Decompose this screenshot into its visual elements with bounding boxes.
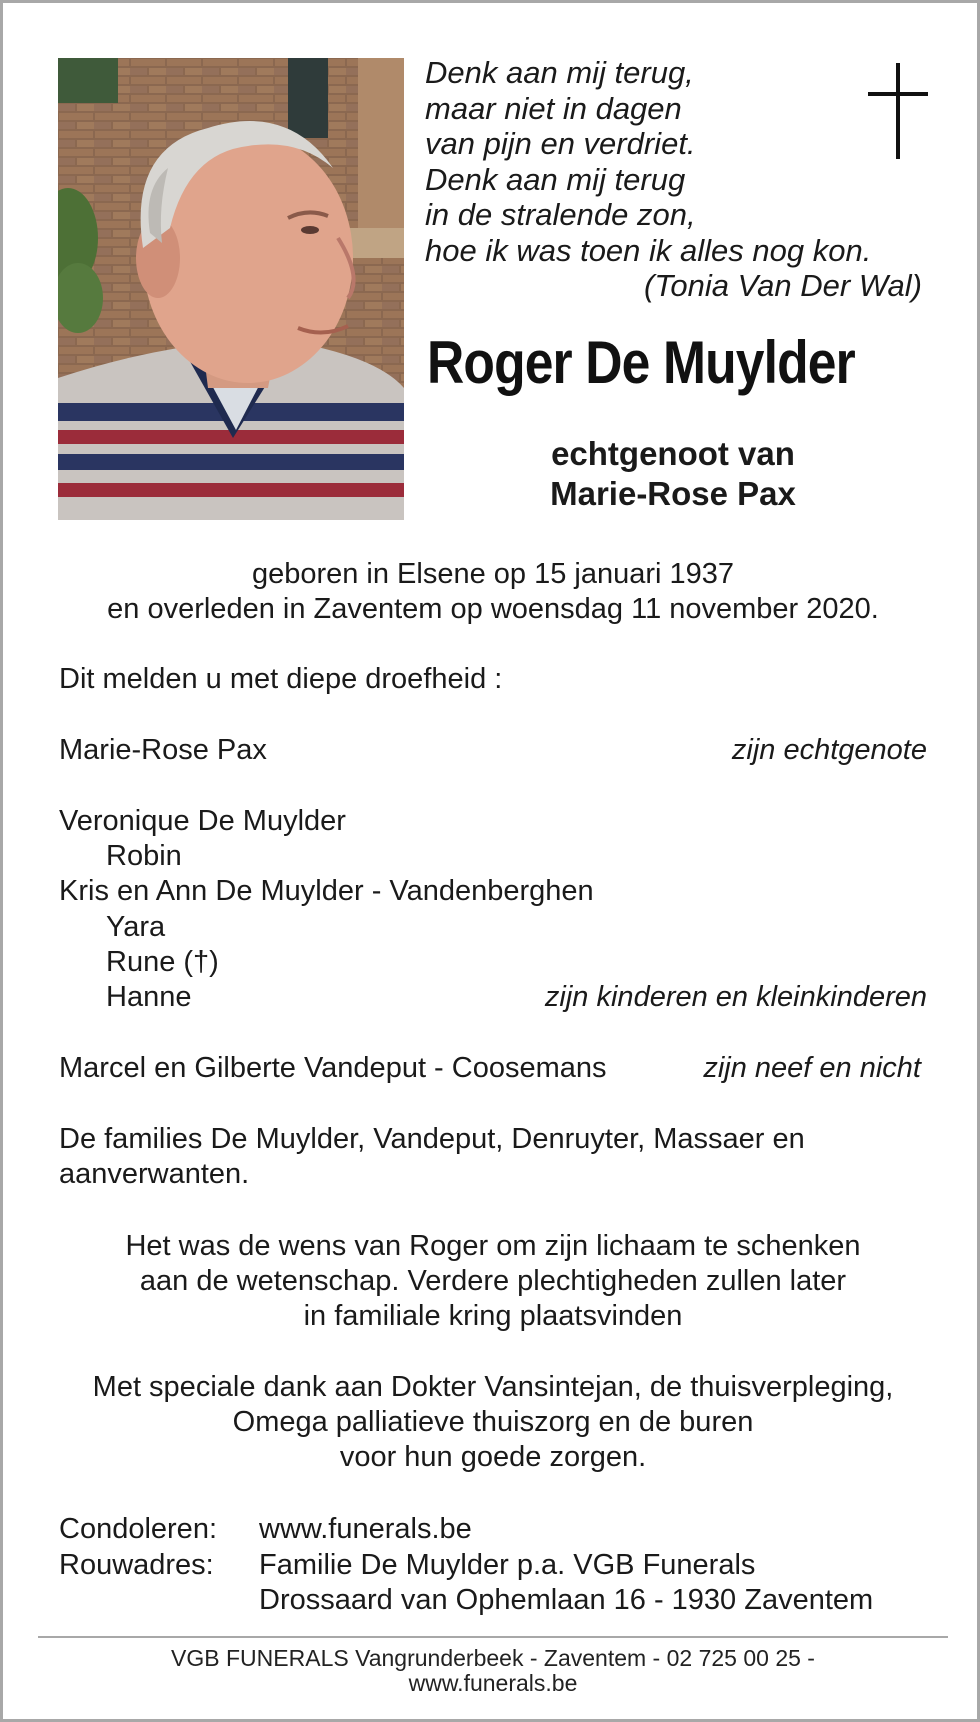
spouse-mourner-name: Marie-Rose Pax	[59, 734, 267, 766]
wish-paragraph	[43, 1229, 943, 1334]
spouse-name: Marie-Rose Pax	[550, 475, 796, 512]
thanks-paragraph	[43, 1370, 943, 1475]
footer-link[interactable]: www.funerals.be	[408, 1670, 578, 1696]
address-label: Rouwadres:	[59, 1549, 214, 1581]
thanks-line: voor hun goede zorgen.	[339, 1441, 647, 1473]
life-dates	[43, 557, 943, 627]
footer	[43, 1646, 943, 1696]
thanks-line: Omega palliatieve thuiszorg en de buren	[232, 1406, 754, 1438]
wish-line: Het was de wens van Roger om zijn lichaam te schenken	[125, 1230, 861, 1262]
footer-divider	[38, 1636, 948, 1638]
cousins-names: Marcel en Gilberte Vandeput - Coosemans	[59, 1052, 607, 1084]
deceased-name: Roger De Muylder	[427, 329, 855, 396]
grandchild-name: Rune (†)	[106, 946, 219, 978]
address-line: Familie De Muylder p.a. VGB Funerals	[259, 1549, 756, 1581]
cross-icon	[868, 63, 928, 163]
condolences-label: Condoleren:	[59, 1513, 217, 1545]
poem-line: Denk aan mij terug	[425, 161, 686, 197]
children-role: zijn kinderen en kleinkinderen	[544, 981, 927, 1013]
portrait-photo	[58, 58, 404, 520]
poem-line: Denk aan mij terug,	[425, 55, 694, 90]
wish-line: in familiale kring plaatsvinden	[303, 1300, 683, 1332]
death-line: en overleden in Zaventem op woensdag 11 november 2020.	[107, 593, 879, 625]
spouse-block	[433, 434, 913, 514]
poem-line: hoe ik was toen ik alles nog kon.	[425, 232, 872, 268]
condolences-link[interactable]: www.funerals.be	[259, 1513, 472, 1545]
grandchild-name: Yara	[106, 911, 166, 943]
relation-label: echtgenoot van	[551, 435, 795, 472]
grandchild-name: Hanne	[106, 981, 192, 1013]
spouse-mourner-role: zijn echtgenote	[731, 734, 927, 766]
families-line: De families De Muylder, Vandeput, Denruyter, Massaer en	[59, 1123, 805, 1155]
address-line: Drossaard van Ophemlaan 16 - 1930 Zaventem	[259, 1584, 874, 1616]
cousins-role: zijn neef en nicht	[703, 1052, 921, 1084]
grandchild-name: Robin	[106, 840, 182, 872]
child-name: Veronique De Muylder	[59, 805, 346, 837]
poem-line: van pijn en verdriet.	[425, 126, 696, 161]
thanks-line: Met speciale dank aan Dokter Vansintejan, de thuisverpleging,	[92, 1371, 894, 1403]
poem-author: (Tonia Van Der Wal)	[644, 268, 922, 303]
poem-line: maar niet in dagen	[425, 90, 682, 126]
poem-line: in de stralende zon,	[425, 197, 696, 232]
birth-line: geboren in Elsene op 15 januari 1937	[251, 558, 735, 590]
footer-line: VGB FUNERALS Vangrunderbeek - Zaventem - 02 725 00 25 -	[171, 1645, 815, 1671]
wish-line: aan de wetenschap. Verdere plechtigheden zullen later	[139, 1265, 847, 1297]
child-name: Kris en Ann De Muylder - Vandenberghen	[59, 875, 594, 907]
announcement-text: Dit melden u met diepe droefheid :	[59, 663, 503, 695]
families-line: aanverwanten.	[59, 1158, 250, 1190]
memorial-poem	[425, 55, 925, 304]
